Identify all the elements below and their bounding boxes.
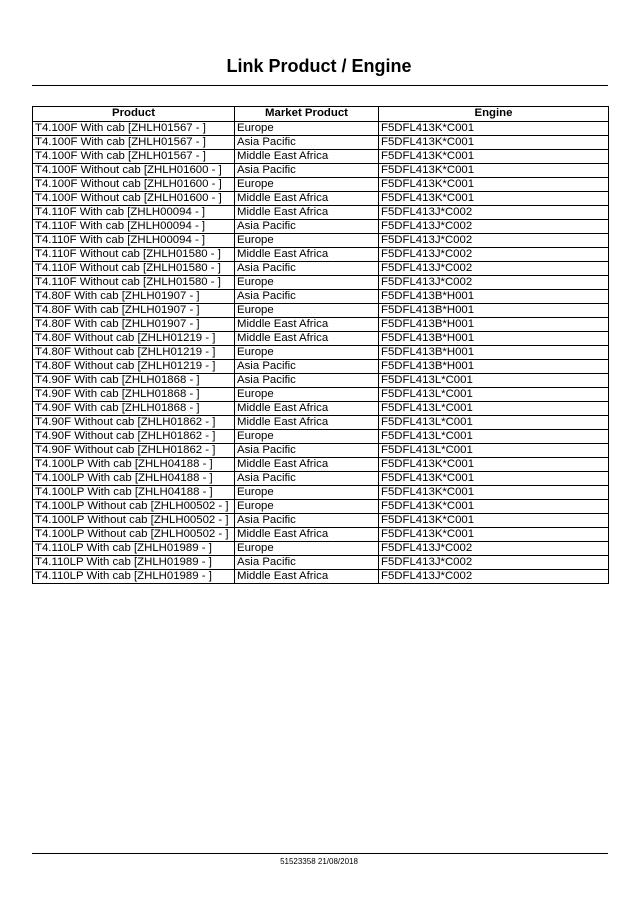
engine-cell: F5DFL413J*C002 [379, 556, 609, 570]
table-row [33, 164, 609, 178]
engine-cell: F5DFL413B*H001 [379, 318, 609, 332]
product-cell: T4.80F With cab [ZHLH01907 - ] [33, 290, 235, 304]
market-product-cell: Asia Pacific [235, 262, 379, 276]
engine-cell: F5DFL413K*C001 [379, 486, 609, 500]
engine-cell: F5DFL413J*C002 [379, 220, 609, 234]
column-header-product: Product [33, 107, 235, 122]
engine-cell: F5DFL413J*C002 [379, 234, 609, 248]
product-cell: T4.100LP With cab [ZHLH04188 - ] [33, 486, 235, 500]
engine-cell: F5DFL413B*H001 [379, 360, 609, 374]
table-row [33, 290, 609, 304]
engine-cell: F5DFL413K*C001 [379, 514, 609, 528]
product-cell: T4.110LP With cab [ZHLH01989 - ] [33, 556, 235, 570]
engine-cell: F5DFL413L*C001 [379, 388, 609, 402]
product-cell: T4.100F Without cab [ZHLH01600 - ] [33, 164, 235, 178]
title-divider [32, 85, 608, 86]
market-product-cell: Europe [235, 122, 379, 136]
product-cell: T4.110F With cab [ZHLH00094 - ] [33, 220, 235, 234]
page-footer: 51523358 21/08/2018 [280, 857, 358, 866]
footer-divider [32, 853, 608, 854]
market-product-cell: Middle East Africa [235, 528, 379, 542]
table-row [33, 374, 609, 388]
table-row [33, 542, 609, 556]
market-product-cell: Middle East Africa [235, 248, 379, 262]
table-row [33, 248, 609, 262]
product-cell: T4.110LP With cab [ZHLH01989 - ] [33, 542, 235, 556]
table-row [33, 122, 609, 136]
engine-cell: F5DFL413K*C001 [379, 150, 609, 164]
engine-cell: F5DFL413B*H001 [379, 346, 609, 360]
engine-cell: F5DFL413J*C002 [379, 542, 609, 556]
engine-cell: F5DFL413K*C001 [379, 458, 609, 472]
table-header-row [33, 107, 609, 122]
product-cell: T4.90F With cab [ZHLH01868 - ] [33, 402, 235, 416]
table-row [33, 276, 609, 290]
engine-cell: F5DFL413J*C002 [379, 570, 609, 584]
product-cell: T4.100F Without cab [ZHLH01600 - ] [33, 178, 235, 192]
engine-cell: F5DFL413B*H001 [379, 290, 609, 304]
market-product-cell: Middle East Africa [235, 402, 379, 416]
product-cell: T4.110F Without cab [ZHLH01580 - ] [33, 248, 235, 262]
market-product-cell: Europe [235, 542, 379, 556]
product-cell: T4.100LP Without cab [ZHLH00502 - ] [33, 514, 235, 528]
product-cell: T4.110F With cab [ZHLH00094 - ] [33, 206, 235, 220]
table-row [33, 556, 609, 570]
table-row [33, 332, 609, 346]
column-header-engine: Engine [379, 107, 609, 122]
engine-cell: F5DFL413K*C001 [379, 192, 609, 206]
table-row [33, 150, 609, 164]
table-row [33, 472, 609, 486]
product-cell: T4.80F Without cab [ZHLH01219 - ] [33, 332, 235, 346]
market-product-cell: Europe [235, 346, 379, 360]
engine-cell: F5DFL413B*H001 [379, 304, 609, 318]
engine-cell: F5DFL413L*C001 [379, 430, 609, 444]
product-cell: T4.100F With cab [ZHLH01567 - ] [33, 136, 235, 150]
market-product-cell: Asia Pacific [235, 374, 379, 388]
engine-cell: F5DFL413L*C001 [379, 402, 609, 416]
market-product-cell: Europe [235, 304, 379, 318]
market-product-cell: Asia Pacific [235, 136, 379, 150]
market-product-cell: Asia Pacific [235, 290, 379, 304]
table-row [33, 570, 609, 584]
engine-cell: F5DFL413L*C001 [379, 444, 609, 458]
table-row [33, 206, 609, 220]
engine-cell: F5DFL413J*C002 [379, 206, 609, 220]
product-cell: T4.110F Without cab [ZHLH01580 - ] [33, 276, 235, 290]
product-cell: T4.90F With cab [ZHLH01868 - ] [33, 374, 235, 388]
market-product-cell: Middle East Africa [235, 318, 379, 332]
table-row [33, 346, 609, 360]
product-cell: T4.100LP Without cab [ZHLH00502 - ] [33, 528, 235, 542]
market-product-cell: Asia Pacific [235, 556, 379, 570]
market-product-cell: Europe [235, 500, 379, 514]
product-cell: T4.100F With cab [ZHLH01567 - ] [33, 122, 235, 136]
product-cell: T4.90F Without cab [ZHLH01862 - ] [33, 430, 235, 444]
engine-cell: F5DFL413L*C001 [379, 374, 609, 388]
market-product-cell: Asia Pacific [235, 514, 379, 528]
product-cell: T4.110LP With cab [ZHLH01989 - ] [33, 570, 235, 584]
table-row [33, 192, 609, 206]
table-row [33, 178, 609, 192]
engine-cell: F5DFL413J*C002 [379, 276, 609, 290]
table-row [33, 318, 609, 332]
engine-cell: F5DFL413K*C001 [379, 164, 609, 178]
product-cell: T4.100F With cab [ZHLH01567 - ] [33, 150, 235, 164]
market-product-cell: Middle East Africa [235, 192, 379, 206]
market-product-cell: Middle East Africa [235, 570, 379, 584]
engine-cell: F5DFL413K*C001 [379, 472, 609, 486]
product-cell: T4.80F Without cab [ZHLH01219 - ] [33, 360, 235, 374]
engine-cell: F5DFL413L*C001 [379, 416, 609, 430]
market-product-cell: Asia Pacific [235, 220, 379, 234]
engine-cell: F5DFL413K*C001 [379, 178, 609, 192]
market-product-cell: Middle East Africa [235, 332, 379, 346]
product-cell: T4.90F Without cab [ZHLH01862 - ] [33, 416, 235, 430]
table-row [33, 234, 609, 248]
table-row [33, 402, 609, 416]
table-row [33, 220, 609, 234]
market-product-cell: Asia Pacific [235, 164, 379, 178]
engine-cell: F5DFL413K*C001 [379, 500, 609, 514]
table-row [33, 430, 609, 444]
page-title: Link Product / Engine [226, 56, 412, 76]
engine-cell: F5DFL413J*C002 [379, 248, 609, 262]
market-product-cell: Europe [235, 178, 379, 192]
product-engine-table [32, 106, 609, 584]
product-cell: T4.100LP With cab [ZHLH04188 - ] [33, 458, 235, 472]
market-product-cell: Europe [235, 486, 379, 500]
table-row [33, 388, 609, 402]
table-row [33, 304, 609, 318]
product-cell: T4.110F With cab [ZHLH00094 - ] [33, 234, 235, 248]
product-cell: T4.90F With cab [ZHLH01868 - ] [33, 388, 235, 402]
product-cell: T4.100LP With cab [ZHLH04188 - ] [33, 472, 235, 486]
product-cell: T4.90F Without cab [ZHLH01862 - ] [33, 444, 235, 458]
market-product-cell: Middle East Africa [235, 150, 379, 164]
table-row [33, 416, 609, 430]
market-product-cell: Middle East Africa [235, 416, 379, 430]
table-row [33, 500, 609, 514]
market-product-cell: Europe [235, 388, 379, 402]
market-product-cell: Asia Pacific [235, 444, 379, 458]
table-row [33, 486, 609, 500]
product-cell: T4.80F Without cab [ZHLH01219 - ] [33, 346, 235, 360]
market-product-cell: Asia Pacific [235, 360, 379, 374]
table-row [33, 360, 609, 374]
product-cell: T4.100F Without cab [ZHLH01600 - ] [33, 192, 235, 206]
engine-cell: F5DFL413K*C001 [379, 122, 609, 136]
engine-cell: F5DFL413B*H001 [379, 332, 609, 346]
product-cell: T4.110F Without cab [ZHLH01580 - ] [33, 262, 235, 276]
table-row [33, 514, 609, 528]
table-row [33, 458, 609, 472]
table-row [33, 528, 609, 542]
engine-cell: F5DFL413K*C001 [379, 528, 609, 542]
column-header-market-product: Market Product [235, 107, 379, 122]
market-product-cell: Asia Pacific [235, 472, 379, 486]
engine-cell: F5DFL413J*C002 [379, 262, 609, 276]
market-product-cell: Europe [235, 276, 379, 290]
table-row [33, 444, 609, 458]
table-body [33, 122, 609, 584]
table-row [33, 136, 609, 150]
market-product-cell: Middle East Africa [235, 458, 379, 472]
market-product-cell: Europe [235, 234, 379, 248]
market-product-cell: Europe [235, 430, 379, 444]
engine-cell: F5DFL413K*C001 [379, 136, 609, 150]
table-row [33, 262, 609, 276]
product-cell: T4.80F With cab [ZHLH01907 - ] [33, 304, 235, 318]
product-cell: T4.80F With cab [ZHLH01907 - ] [33, 318, 235, 332]
market-product-cell: Middle East Africa [235, 206, 379, 220]
product-cell: T4.100LP Without cab [ZHLH00502 - ] [33, 500, 235, 514]
